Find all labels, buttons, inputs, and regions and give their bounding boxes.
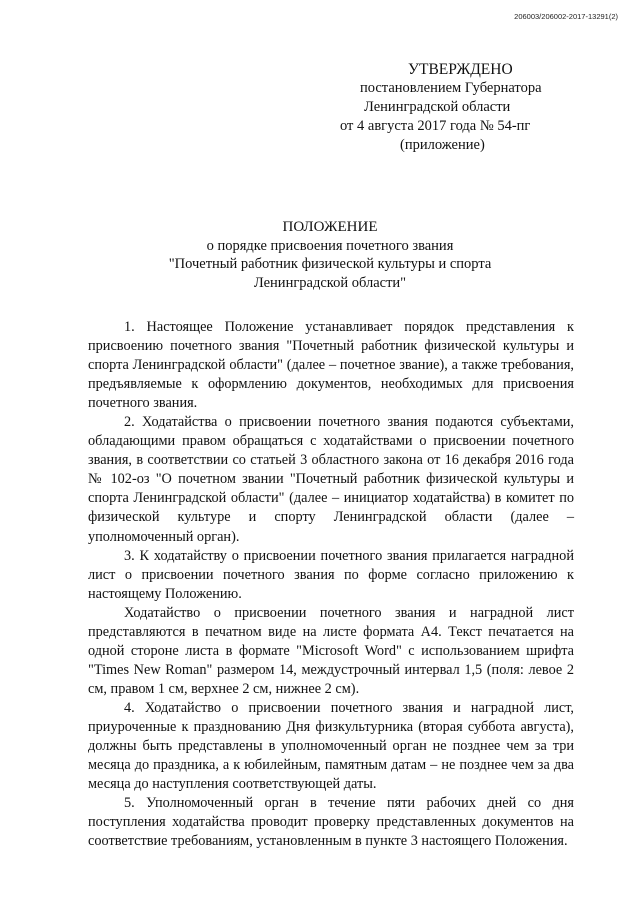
approval-date: от 4 августа 2017 года № 54-пг — [340, 118, 531, 134]
approval-heading: УТВЕРЖДЕНО — [408, 61, 513, 78]
paragraph-2: 2. Ходатайства о присвоении почетного звания подаются субъектами, обладающими правом обращаться с ходатайствами о присвоении почетного звания, в соответствии со статьей 3 областного закона от 16 декабря 2016 года № 102-оз "О почетном звании "Почетный работник физической культуры и спорта Ленинградской области" (далее – инициатор ходатайства) в комитет по физической культуре и спорту Ленинградской области (далее – уполномоченный орган). — [88, 414, 574, 545]
approval-region: Ленинградской области — [364, 99, 511, 115]
approval-authority: постановлением Губернатора — [360, 80, 542, 96]
paragraph-4: 4. Ходатайство о присвоении почетного звания и наградной лист, приуроченные к празднованию Дня физкультурника (вторая суббота августа), должны быть представлены в уполномоченный орган не позднее чем за три месяца до праздника, а к юбилейным, памятным датам – не позднее чем за два месяца до наступления соответствующей даты. — [88, 699, 574, 793]
title-heading: ПОЛОЖЕНИЕ — [282, 219, 378, 235]
paragraph-3: 3. К ходатайству о присвоении почетного звания прилагается наградной лист о присвоении почетного звания по форме согласно приложению к настоящему Положению. — [88, 547, 574, 602]
approval-stamp — [330, 60, 610, 155]
title-line-3: "Почетный работник физической культуры и спорта — [168, 256, 492, 272]
paragraph-3-continued: Ходатайство о присвоении почетного звания и наградной лист представляются в печатном виде на листе формата А4. Текст печатается на одной стороне листа в формате "Microsoft Word" с использованием шрифта "Times New Roman" размером 14, междустрочный интервал 1,5 (поля: левое 2 см, правом 1 см, верхнее 2 см, нижнее 2 см). — [88, 604, 574, 697]
document-title — [60, 218, 600, 292]
document-body — [88, 318, 574, 851]
title-line-4: Ленинградской области" — [253, 274, 407, 291]
paragraph-5: 5. Уполномоченный орган в течение пяти рабочих дней со дня поступления ходатайства проводит проверку представленных документов на соответствие требованиям, установленным в пункте 3 настоящего Положения. — [88, 795, 574, 850]
paragraph-1: 1. Настоящее Положение устанавливает порядок представления к присвоению почетного звания "Почетный работник физической культуры и спорта Ленинградской области" (далее – почетное звание), а также требования, предъявляемые к оформлению документов, необходимых для присвоения почетного звания. — [88, 319, 574, 412]
approval-note: (приложение) — [400, 137, 485, 153]
title-line-2: о порядке присвоения почетного звания — [206, 237, 454, 254]
document-id: 206003/206002-2017-13291(2) — [514, 12, 618, 21]
